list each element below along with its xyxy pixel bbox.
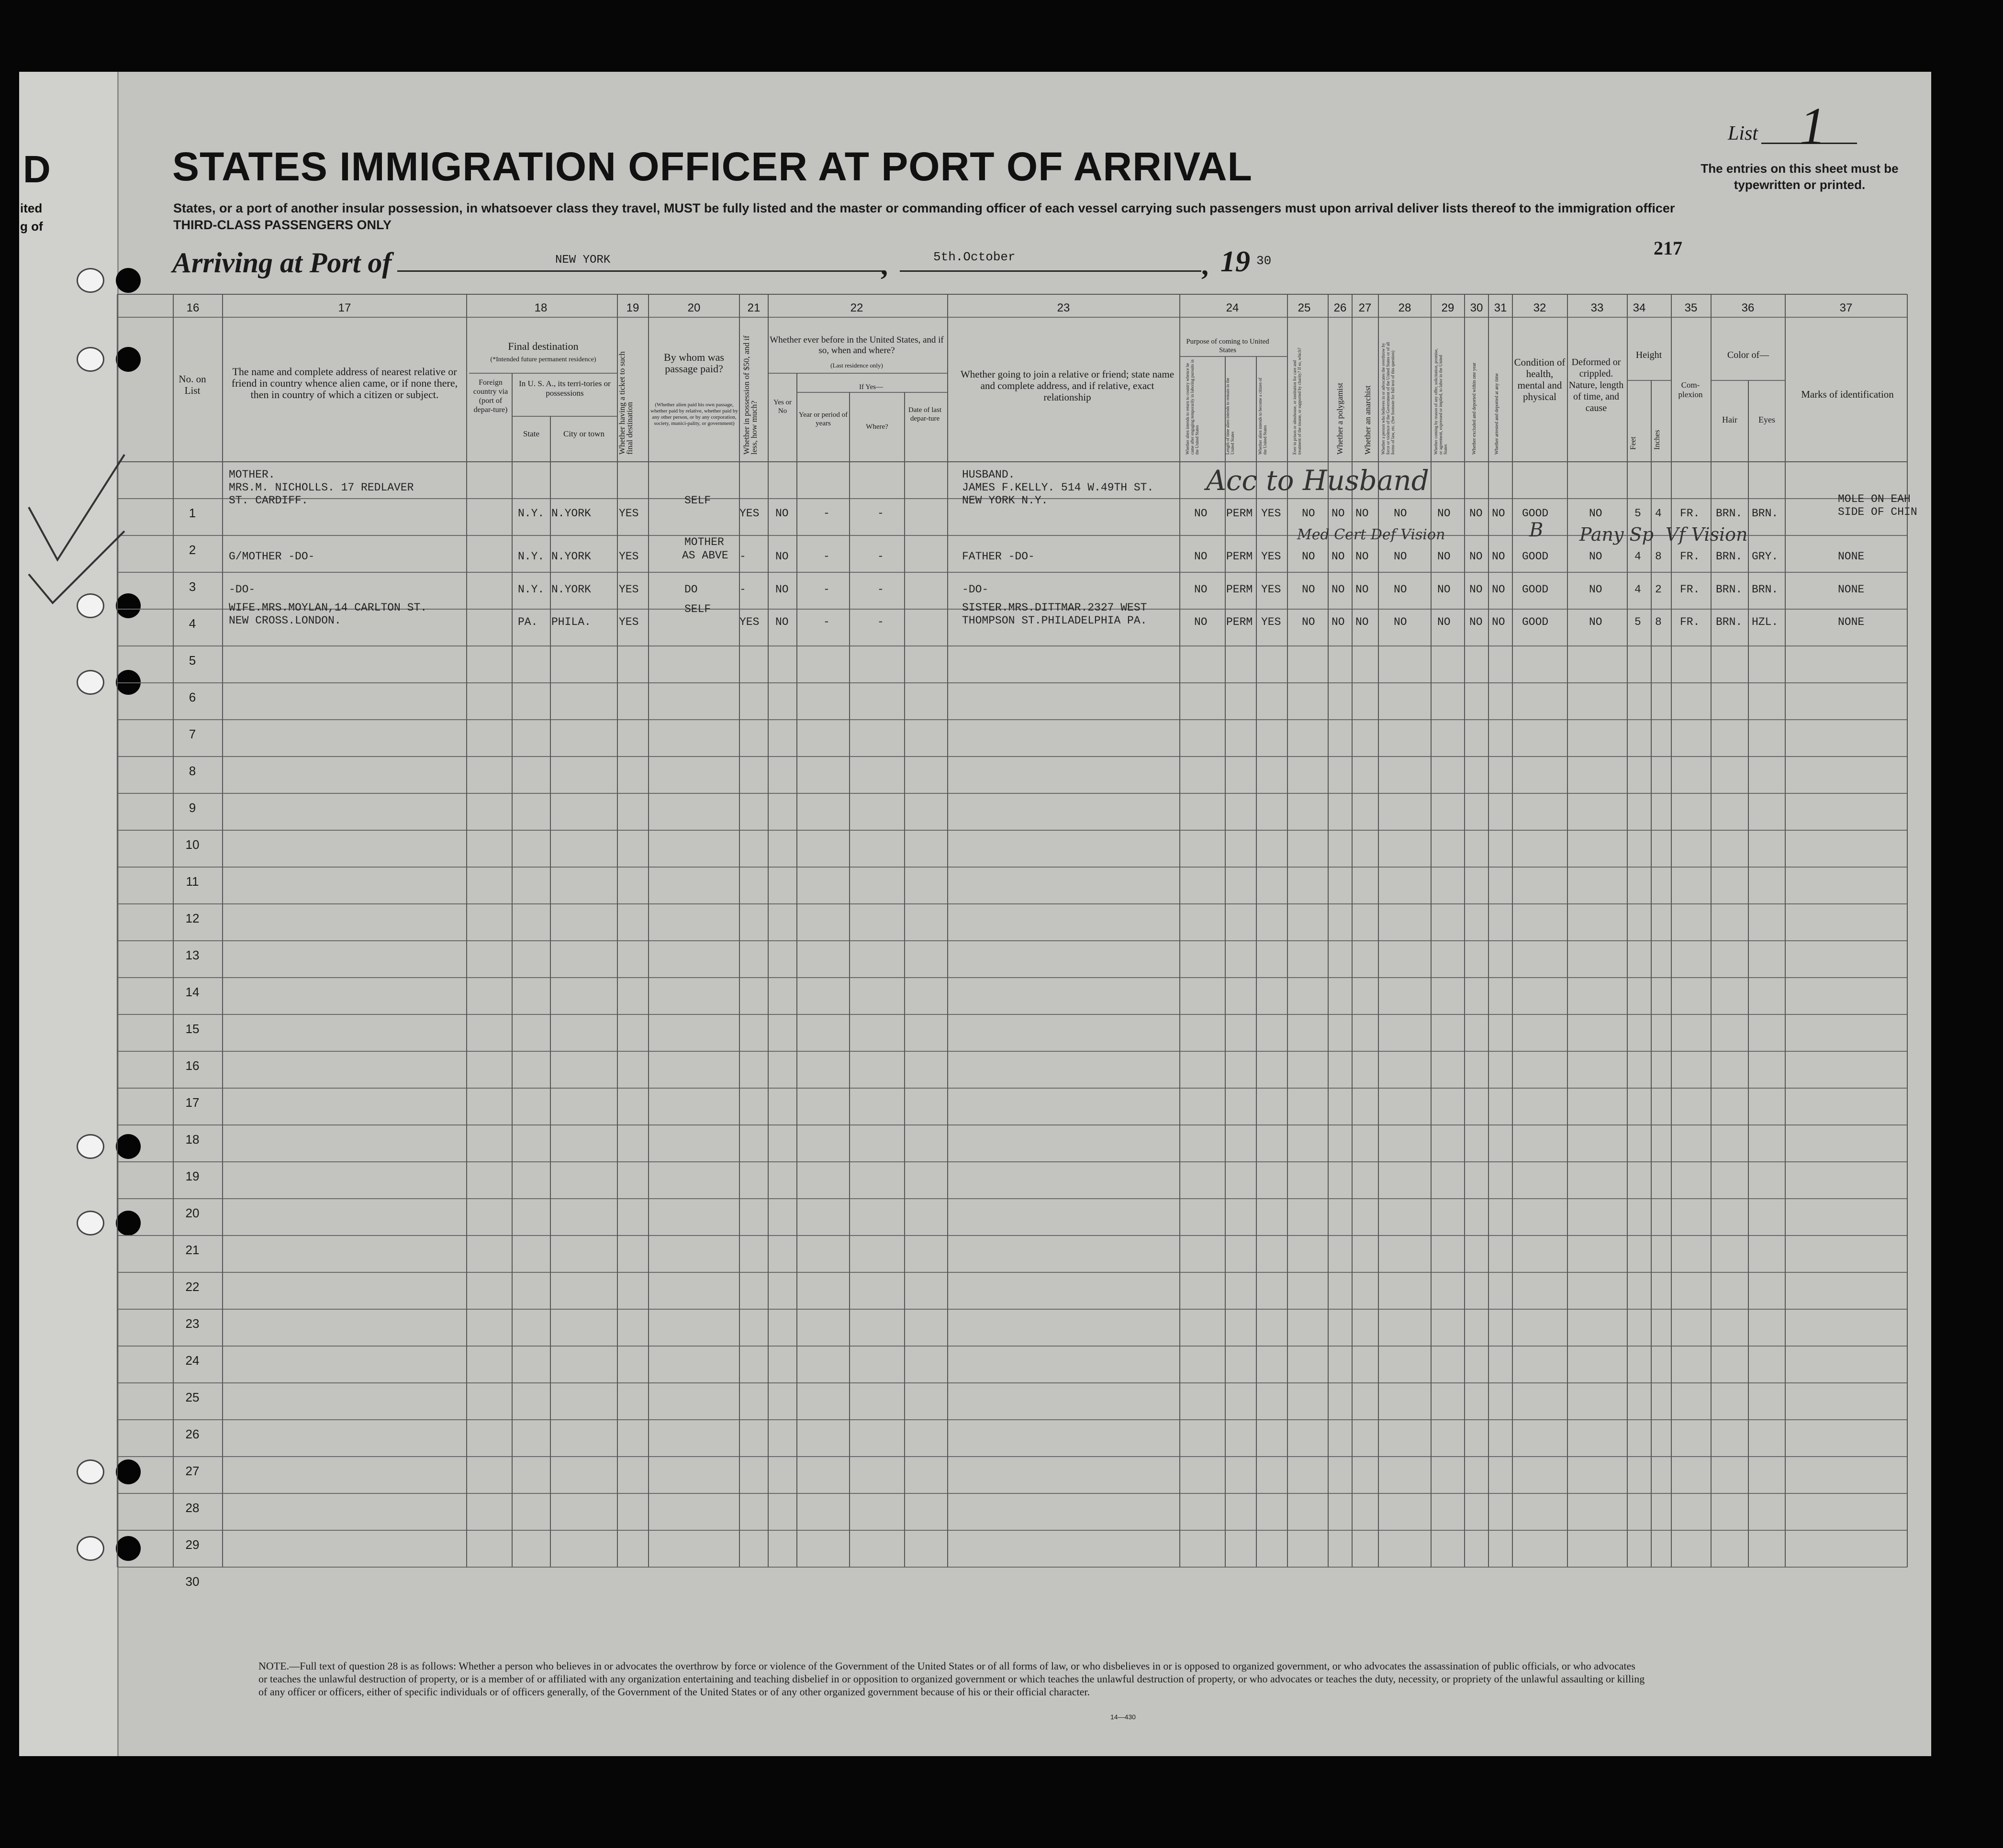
left-text-fragment: g of bbox=[20, 219, 43, 234]
header-nearest-relative: The name and complete address of nearest relative or friend in country whence alien came, or if none there, then in country of which a citizen or subject. bbox=[231, 366, 458, 401]
cell-paid-l1: SELF bbox=[684, 603, 711, 615]
date-value: 5th.October bbox=[933, 250, 1016, 264]
cell-return: NO bbox=[1194, 507, 1208, 520]
cell-anarch: NO bbox=[1355, 583, 1369, 596]
cell-years: - bbox=[823, 583, 830, 596]
row-number: 15 bbox=[185, 1022, 200, 1036]
cell-feet: 4 bbox=[1634, 583, 1641, 596]
column-number: 28 bbox=[1398, 301, 1411, 314]
cell-marks-l1: NONE bbox=[1838, 616, 1865, 628]
row-number: 14 bbox=[185, 985, 200, 999]
left-text-fragment: ited bbox=[20, 201, 43, 215]
cell-citizen: YES bbox=[1261, 550, 1281, 563]
column-number: 27 bbox=[1358, 301, 1372, 314]
cell-state: N.Y. bbox=[518, 583, 545, 596]
cell-c29: NO bbox=[1437, 616, 1451, 628]
header-inches: Inches bbox=[1653, 430, 1661, 450]
cell-deformed: NO bbox=[1589, 550, 1602, 563]
cell-c31: NO bbox=[1492, 550, 1505, 563]
cell-before: NO bbox=[775, 550, 789, 563]
cell-paid-l2: AS ABVE bbox=[682, 549, 728, 562]
row-number: 12 bbox=[185, 911, 200, 925]
row-number: 28 bbox=[185, 1501, 200, 1515]
column-number: 20 bbox=[687, 301, 701, 314]
header-foreign-country: Foreign country via (port of depar-ture) bbox=[473, 379, 508, 414]
cell-health: GOOD bbox=[1522, 616, 1549, 628]
cell-join-l1: -DO- bbox=[962, 583, 989, 596]
row-number: 25 bbox=[185, 1390, 200, 1404]
header-excluded: Whether excluded and deported within one year bbox=[1472, 362, 1477, 455]
cell-anarch: NO bbox=[1355, 550, 1369, 563]
cell-polyg: NO bbox=[1332, 583, 1345, 596]
header-final-destination: Final destination bbox=[508, 340, 579, 352]
row-number: 9 bbox=[189, 801, 196, 815]
column-number: 26 bbox=[1333, 301, 1347, 314]
row-number: 30 bbox=[185, 1574, 200, 1589]
cell-deformed: NO bbox=[1589, 616, 1602, 628]
year-prefix: 19 bbox=[1220, 245, 1250, 278]
column-number: 37 bbox=[1839, 301, 1853, 314]
column-number: 36 bbox=[1741, 301, 1755, 314]
cell-eyes: BRN. bbox=[1752, 507, 1779, 520]
column-number: 24 bbox=[1226, 301, 1239, 314]
cell-city: N.YORK bbox=[551, 583, 591, 596]
cell-inches: 8 bbox=[1655, 616, 1662, 628]
cell-hair: BRN. bbox=[1716, 583, 1743, 596]
row-number: 29 bbox=[185, 1537, 200, 1552]
header-final-destination-sub: (*Intended future permanent residence) bbox=[490, 356, 596, 363]
cell-marks-l2: SIDE OF CHIN bbox=[1838, 506, 1917, 518]
handwritten-note: Vf Vision bbox=[1666, 524, 1748, 545]
cell-years: - bbox=[823, 507, 830, 520]
cell-marks-l1: NONE bbox=[1838, 550, 1865, 563]
comma: , bbox=[881, 249, 888, 281]
column-number: 29 bbox=[1441, 301, 1455, 314]
cell-anarch: NO bbox=[1355, 616, 1369, 628]
row-number: 23 bbox=[185, 1316, 200, 1331]
cell-before: NO bbox=[775, 507, 789, 520]
cell-c30: NO bbox=[1469, 616, 1483, 628]
header-money: Whether in possession of $50, and if less, how much? bbox=[742, 335, 759, 455]
cell-citizen: YES bbox=[1261, 583, 1281, 596]
cell-where: - bbox=[877, 616, 884, 628]
row-number: 11 bbox=[186, 874, 199, 889]
cell-relative-l3: ST. CARDIFF. bbox=[229, 494, 308, 507]
cell-state: PA. bbox=[518, 616, 538, 628]
header-purpose-return: Whether alien intends to return to country whence he came after engaging temporarily in laboring pursuits in the United States bbox=[1185, 359, 1199, 455]
cell-marks-l1: MOLE ON EAH bbox=[1838, 493, 1911, 505]
header-yes-no: Yes or No bbox=[773, 399, 792, 415]
column-number: 33 bbox=[1590, 301, 1604, 314]
cell-c31: NO bbox=[1492, 616, 1505, 628]
cell-join-l2: THOMPSON ST.PHILADELPHIA PA. bbox=[962, 614, 1147, 627]
list-label: List bbox=[1728, 122, 1758, 145]
cell-hair: BRN. bbox=[1716, 550, 1743, 563]
cell-c28: NO bbox=[1394, 507, 1407, 520]
cell-prison: NO bbox=[1302, 583, 1315, 596]
year-suffix: 30 bbox=[1256, 254, 1272, 268]
handwritten-note: Pany Sp bbox=[1579, 524, 1654, 545]
cell-ticket: YES bbox=[619, 550, 639, 563]
row-number: 20 bbox=[185, 1206, 200, 1220]
header-hair: Hair bbox=[1722, 415, 1737, 424]
row-number: 26 bbox=[185, 1427, 200, 1441]
cell-return: NO bbox=[1194, 550, 1208, 563]
cell-relative-l1: MOTHER. bbox=[229, 468, 275, 481]
left-title-fragment: D bbox=[23, 148, 51, 190]
row-number: 18 bbox=[185, 1132, 200, 1147]
cell-c30: NO bbox=[1469, 507, 1483, 520]
cell-length: PERM bbox=[1226, 550, 1253, 563]
cell-relative-l1: WIFE.MRS.MOYLAN,14 CARLTON ST. bbox=[229, 601, 427, 614]
header-deformed: Deformed or crippled. Nature, length of time, and cause bbox=[1568, 357, 1624, 413]
handwritten-note: Acc to Husband bbox=[1206, 464, 1429, 497]
row-number: 24 bbox=[185, 1353, 200, 1368]
row-number: 5 bbox=[189, 653, 196, 668]
column-number: 17 bbox=[338, 301, 351, 314]
form-title: STATES IMMIGRATION OFFICER AT PORT OF ARRIVAL bbox=[172, 144, 1253, 189]
cell-relative-l1: -DO- bbox=[229, 583, 256, 596]
comma: , bbox=[1201, 249, 1209, 281]
header-purpose-citizen: Whether alien intends to become a citizen of the United States bbox=[1258, 378, 1267, 455]
instruction-text: States, or a port of another insular possession, in whatsoever class they travel, MUST be fully listed and the master or commanding officer of each vessel carrying such passengers must upon arrival deliver lists thereof to the immigration officer bbox=[173, 201, 1675, 215]
cell-years: - bbox=[823, 616, 830, 628]
row-number: 13 bbox=[185, 948, 200, 962]
header-feet: Feet bbox=[1629, 436, 1637, 450]
cell-polyg: NO bbox=[1332, 550, 1345, 563]
row-number: 10 bbox=[185, 837, 200, 852]
cell-health: GOOD bbox=[1522, 507, 1549, 520]
cell-ticket: YES bbox=[619, 616, 639, 628]
arriving-label: Arriving at Port of bbox=[172, 247, 392, 278]
header-no-on-list: No. on List bbox=[179, 373, 206, 396]
cell-feet: 5 bbox=[1634, 507, 1641, 520]
cell-relative-l2: NEW CROSS.LONDON. bbox=[229, 614, 341, 627]
cell-length: PERM bbox=[1226, 507, 1253, 520]
header-eyes: Eyes bbox=[1758, 415, 1775, 424]
cell-prison: NO bbox=[1302, 550, 1315, 563]
cell-hair: BRN. bbox=[1716, 507, 1743, 520]
header-height: Height bbox=[1635, 350, 1662, 360]
cell-complexion: FR. bbox=[1680, 583, 1700, 596]
row-number: 8 bbox=[189, 764, 196, 778]
header-color-of: Color of— bbox=[1727, 350, 1769, 360]
header-overthrow: Whether a person who believes in or advocates the overthrow by force or violence of the Government of the United States or of all forms of law, etc. (See footnote for full text of this question) bbox=[1381, 342, 1395, 455]
header-health: Condition of health, mental and physical bbox=[1514, 356, 1566, 402]
column-number: 23 bbox=[1057, 301, 1070, 314]
page-number: 217 bbox=[1654, 237, 1682, 259]
header-ever-before-sub: (Last residence only) bbox=[830, 362, 883, 369]
header-date-departure: Date of last depar-ture bbox=[908, 406, 942, 423]
cell-citizen: YES bbox=[1261, 507, 1281, 520]
header-where: Where? bbox=[866, 423, 888, 431]
header-if-yes: If Yes— bbox=[859, 383, 883, 391]
header-join-relative: Whether going to join a relative or friend; state name and complete address, and if relative, exact relationship bbox=[960, 368, 1175, 403]
header-ever-before: Whether ever before in the United States, and if so, when and where? bbox=[770, 335, 944, 356]
cell-c28: NO bbox=[1394, 550, 1407, 563]
column-number: 16 bbox=[186, 301, 200, 314]
row-number: 2 bbox=[189, 543, 196, 557]
cell-length: PERM bbox=[1226, 616, 1253, 628]
row-number: 3 bbox=[189, 579, 196, 594]
column-number: 31 bbox=[1494, 301, 1507, 314]
column-number: 18 bbox=[534, 301, 548, 314]
cell-c30: NO bbox=[1469, 550, 1483, 563]
column-number: 30 bbox=[1470, 301, 1483, 314]
cell-relative-l1: G/MOTHER -DO- bbox=[229, 550, 315, 563]
header-state: State bbox=[523, 429, 539, 438]
row-number: 6 bbox=[189, 690, 196, 704]
column-number: 22 bbox=[850, 301, 863, 314]
row-number: 22 bbox=[185, 1280, 200, 1294]
header-polygamist: Whether a polygamist bbox=[1335, 382, 1344, 455]
cell-money: YES bbox=[739, 507, 760, 520]
cell-citizen: YES bbox=[1261, 616, 1281, 628]
header-complexion: Com-plexion bbox=[1678, 380, 1703, 399]
row-number: 27 bbox=[185, 1464, 200, 1478]
cell-length: PERM bbox=[1226, 583, 1253, 596]
header-city: City or town bbox=[563, 429, 604, 438]
cell-prison: NO bbox=[1302, 616, 1315, 628]
cell-hair: BRN. bbox=[1716, 616, 1743, 628]
cell-complexion: FR. bbox=[1680, 507, 1700, 520]
class-label: THIRD-CLASS PASSENGERS ONLY bbox=[173, 218, 392, 232]
pencil-check-marks bbox=[0, 0, 191, 670]
cell-before: NO bbox=[775, 616, 789, 628]
cell-paid-l1: SELF bbox=[684, 494, 711, 507]
cell-join-l3: NEW YORK N.Y. bbox=[962, 494, 1048, 507]
column-number: 32 bbox=[1533, 301, 1546, 314]
cell-complexion: FR. bbox=[1680, 616, 1700, 628]
cell-eyes: GRY. bbox=[1752, 550, 1779, 563]
header-anarchist: Whether an anarchist bbox=[1363, 385, 1372, 455]
cell-paid-l1: MOTHER bbox=[684, 536, 724, 548]
header-offer-labor: Whether coming by reason of any offer, solicitation, promise, or agreement, expressed or implied, to labor in the United States bbox=[1433, 348, 1448, 455]
cell-c28: NO bbox=[1394, 583, 1407, 596]
cell-polyg: NO bbox=[1332, 507, 1345, 520]
cell-c28: NO bbox=[1394, 616, 1407, 628]
cell-c29: NO bbox=[1437, 507, 1451, 520]
cell-health: GOOD bbox=[1522, 583, 1549, 596]
cell-paid-l1: DO bbox=[684, 583, 698, 596]
row-number: 16 bbox=[185, 1058, 200, 1073]
cell-polyg: NO bbox=[1332, 616, 1345, 628]
column-number: 25 bbox=[1298, 301, 1311, 314]
header-in-usa: In U. S. A., its terri-tories or possessions bbox=[519, 379, 611, 398]
cell-where: - bbox=[877, 583, 884, 596]
cell-c31: NO bbox=[1492, 583, 1505, 596]
cell-city: PHILA. bbox=[551, 616, 591, 628]
column-number: 35 bbox=[1684, 301, 1698, 314]
cell-join-l1: HUSBAND. bbox=[962, 468, 1015, 481]
header-deported: Whether arrested and deported at any time bbox=[1494, 373, 1499, 455]
cell-feet: 5 bbox=[1634, 616, 1641, 628]
cell-before: NO bbox=[775, 583, 789, 596]
cell-where: - bbox=[877, 507, 884, 520]
cell-c29: NO bbox=[1437, 550, 1451, 563]
cell-c30: NO bbox=[1469, 583, 1483, 596]
header-ticket: Whether having a ticket to such final destination bbox=[617, 351, 634, 455]
row-number: 19 bbox=[185, 1169, 200, 1183]
column-number: 34 bbox=[1633, 301, 1646, 314]
handwritten-note: B bbox=[1529, 519, 1544, 541]
handwritten-note: Med Cert Def Vision bbox=[1297, 526, 1445, 543]
cell-inches: 2 bbox=[1655, 583, 1662, 596]
row-number: 21 bbox=[185, 1243, 200, 1257]
cell-inches: 4 bbox=[1655, 507, 1662, 520]
row-number: 4 bbox=[189, 616, 196, 631]
cell-years: - bbox=[823, 550, 830, 563]
list-number: 1 bbox=[1800, 97, 1826, 155]
header-passage-paid: By whom was passage paid? bbox=[664, 351, 724, 375]
cell-state: N.Y. bbox=[518, 507, 545, 520]
header-marks: Marks of identification bbox=[1801, 389, 1894, 400]
footnote: NOTE.—Full text of question 28 is as follows: Whether a person who believes in or advocates the overthrow by force or violence of the Government of the United States or of all forms of law, or who disbelieves in or is opposed to organized government, or who advocates the assassination of public officials, or who advocates or teaches the unlawful destruction of property, or is a member of or affiliated with any organization entertaining and teaching disbelief in or opposition to organized government or which teaches the unlawful destruction of property, or who advocates or teaches the duty, necessity, or propriety of the unlawful assaulting or killing of any officer or officers, either of specific individuals or of officers generally, of the Government of the United States or of any other organized government because of his or their official character. bbox=[258, 1660, 1645, 1698]
cell-deformed: NO bbox=[1589, 583, 1602, 596]
cell-money: - bbox=[739, 550, 746, 563]
header-purpose-length: Length of time alien intends to remain in the United States bbox=[1225, 378, 1235, 455]
form-code: 14—430 bbox=[1110, 1713, 1136, 1721]
header-passage-paid-sub: (Whether alien paid his own passage, whether paid by relative, whether paid by any other person, or by any corporation, society, munici-pality, or government) bbox=[650, 402, 738, 426]
cell-money: YES bbox=[739, 616, 760, 628]
cell-marks-l1: NONE bbox=[1838, 583, 1865, 596]
cell-return: NO bbox=[1194, 616, 1208, 628]
cell-where: - bbox=[877, 550, 884, 563]
cell-complexion: FR. bbox=[1680, 550, 1700, 563]
header-year: Year or period of years bbox=[798, 411, 848, 427]
cell-return: NO bbox=[1194, 583, 1208, 596]
cell-c31: NO bbox=[1492, 507, 1505, 520]
header-prison: Ever in prison or almshouse, or institution for care and treatment of the insane, or supported by charity? If so, which? bbox=[1292, 347, 1302, 455]
cell-join-l1: SISTER.MRS.DITTMAR.2327 WEST bbox=[962, 601, 1147, 614]
entries-note: The entries on this sheet must be typewritten or printed. bbox=[1701, 161, 1899, 192]
cell-relative-l2: MRS.M. NICHOLLS. 17 REDLAVER bbox=[229, 481, 414, 494]
cell-ticket: YES bbox=[619, 583, 639, 596]
cell-join-l1: FATHER -DO- bbox=[962, 550, 1035, 563]
column-number: 19 bbox=[626, 301, 639, 314]
column-number: 21 bbox=[747, 301, 761, 314]
cell-city: N.YORK bbox=[551, 550, 591, 563]
cell-feet: 4 bbox=[1634, 550, 1641, 563]
cell-c29: NO bbox=[1437, 583, 1451, 596]
cell-deformed: NO bbox=[1589, 507, 1602, 520]
cell-eyes: HZL. bbox=[1752, 616, 1779, 628]
cell-health: GOOD bbox=[1522, 550, 1549, 563]
row-number: 7 bbox=[189, 727, 196, 741]
cell-prison: NO bbox=[1302, 507, 1315, 520]
cell-join-l2: JAMES F.KELLY. 514 W.49TH ST. bbox=[962, 481, 1154, 494]
port-value: NEW YORK bbox=[555, 254, 611, 267]
cell-money: - bbox=[739, 583, 746, 596]
cell-ticket: YES bbox=[619, 507, 639, 520]
row-number: 17 bbox=[185, 1095, 200, 1110]
cell-anarch: NO bbox=[1355, 507, 1369, 520]
row-number: 1 bbox=[189, 506, 196, 520]
cell-inches: 8 bbox=[1655, 550, 1662, 563]
header-purpose: Purpose of coming to United States bbox=[1186, 338, 1269, 354]
cell-state: N.Y. bbox=[518, 550, 545, 563]
cell-city: N.YORK bbox=[551, 507, 591, 520]
cell-eyes: BRN. bbox=[1752, 583, 1779, 596]
